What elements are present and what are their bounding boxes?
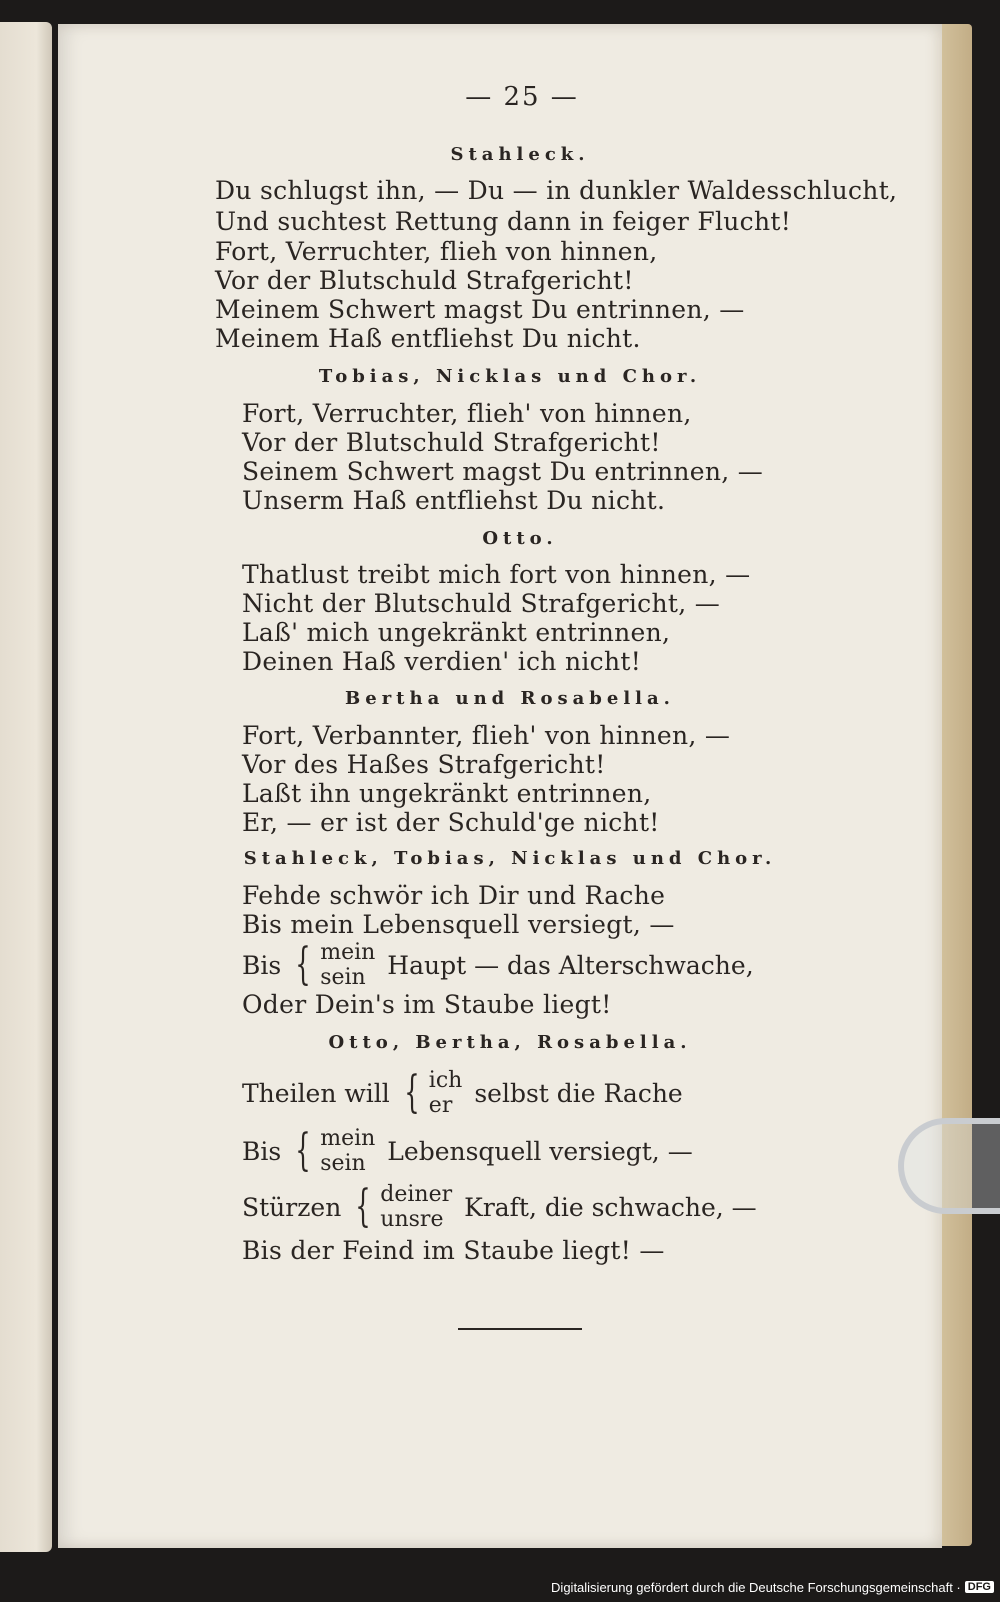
speaker-label: Stahleck. [450,144,590,165]
verse-line: Meinem Haß entfliehst Du nicht. [215,324,641,353]
dfg-logo: DFG [965,1581,994,1593]
verse-line: Er, — er ist der Schuld'ge nicht! [242,808,660,837]
page-number: — 25 — [465,82,579,112]
speaker-label: Stahleck, Tobias, Nicklas und Chor. [243,848,777,869]
verse-line-brace [242,1182,757,1233]
verse-line: Fort, Verbannter, flieh' von hinnen, — [242,721,731,750]
verse-line: Vor der Blutschuld Strafgericht! [242,428,661,457]
brace-glyph: { [295,939,311,991]
digitization-credit [551,1578,994,1596]
brace-glyph: { [404,1067,420,1119]
brace-option: er [428,1093,453,1119]
brace-options [320,940,375,991]
verse-line: Fort, Verruchter, flieh' von hinnen, [242,399,692,428]
verse-line: Bis der Feind im Staube liegt! — [242,1236,665,1265]
brace-suffix: Kraft, die schwache, — [464,1192,757,1222]
verse-line: Fehde schwör ich Dir und Rache [242,881,666,910]
brace-prefix: Bis [242,950,282,980]
verse-line: Seinem Schwert magst Du entrinnen, — [242,457,764,486]
speaker-label: Otto, Bertha, Rosabella. [328,1032,692,1053]
verse-line: Unserm Haß entfliehst Du nicht. [242,486,666,515]
credit-text: Digitalisierung gefördert durch die Deutsche Forschungsgemeinschaft · [551,1579,961,1595]
brace-glyph: { [355,1181,371,1233]
brace-prefix: Bis [242,1136,282,1166]
brace-prefix: Stürzen [242,1192,342,1222]
speaker-label: Otto. [482,528,558,549]
brace-prefix: Theilen will [242,1078,390,1108]
verse-line: Laßt ihn ungekränkt entrinnen, [242,779,652,808]
brace-option: deiner [380,1182,453,1207]
brace-option: mein [320,940,376,965]
verse-line: Deinen Haß verdien' ich nicht! [242,647,642,676]
verse-line-brace [242,1068,683,1119]
verse-line: Laß' mich ungekränkt entrinnen, [242,618,671,647]
verse-line: Thatlust treibt mich fort von hinnen, — [242,560,751,589]
verse-line: Vor des Haßes Strafgericht! [242,750,606,779]
verse-line: Du schlugst ihn, — Du — in dunkler Waldesschlucht, [215,176,898,205]
verse-line-brace [242,1126,693,1177]
speaker-label: Bertha und Rosabella. [345,688,675,709]
end-rule [458,1328,582,1330]
brace-option: sein [320,1151,366,1177]
brace-suffix: selbst die Rache [474,1078,683,1108]
brace-options [320,1126,375,1177]
verse-line: Nicht der Blutschuld Strafgericht, — [242,589,721,618]
brace-options [380,1182,452,1233]
brace-options [429,1068,463,1119]
verse-line: Oder Dein's im Staube liegt! [242,990,612,1019]
brace-option: sein [320,965,366,991]
verse-line: Fort, Verruchter, flieh von hinnen, [215,237,658,266]
brace-option: unsre [380,1207,444,1233]
brace-suffix: Haupt — das Alterschwache, [387,950,754,980]
verse-line-brace [242,940,754,991]
speaker-label: Tobias, Nicklas und Chor. [318,366,702,387]
verse-line: Bis mein Lebensquell versiegt, — [242,910,675,939]
verse-line: Und suchtest Rettung dann in feiger Flucht! [215,207,792,236]
verse-line: Vor der Blutschuld Strafgericht! [215,266,634,295]
verse-line: Meinem Schwert magst Du entrinnen, — [215,295,745,324]
brace-option: ich [428,1068,463,1093]
brace-glyph: { [295,1125,311,1177]
brace-option: mein [320,1126,376,1151]
brace-suffix: Lebensquell versiegt, — [387,1136,693,1166]
